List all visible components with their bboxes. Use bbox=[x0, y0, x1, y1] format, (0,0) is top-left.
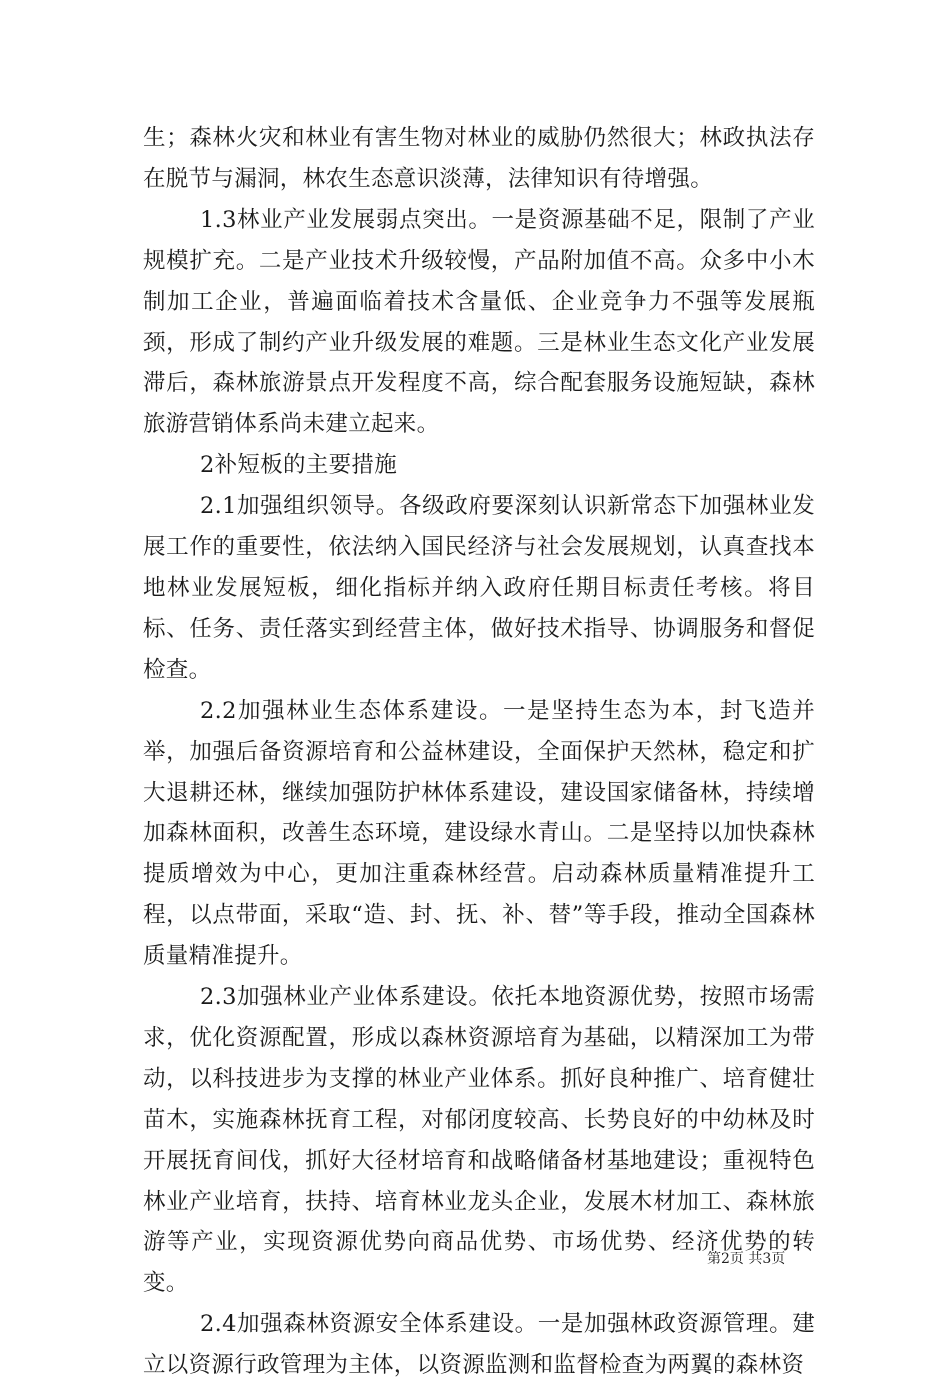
section-heading-2: 2补短板的主要措施 bbox=[200, 452, 398, 479]
paragraph-2-4: 2.4加强森林资源安全体系建设。一是加强林政资源管理。建立以资源行政管理为主体，以资源监测和监督检查为两翼的森林资 bbox=[143, 1311, 815, 1379]
page-number-footer: 第2页 共3页 bbox=[707, 1251, 786, 1267]
document-body bbox=[143, 118, 815, 1386]
paragraph-2-3: 2.3加强林业产业体系建设。依托本地资源优势，按照市场需求，优化资源配置，形成以森林资源培育为基础，以精深加工为带动，以科技进步为支撑的林业产业体系。抓好良种推广、培育健壮苗木，实施森林抚育工程，对郁闭度较高、长势良好的中幼林及时开展抚育间伐，抓好大径材培育和战略储备材基地建设；重视特色林业产业培育，扶持、培育林业龙头企业，发展木材加工、森林旅游等产业，实现资源优势向商品优势、市场优势、经济优势的转变。 bbox=[143, 984, 815, 1297]
paragraph-2-2: 2.2加强林业生态体系建设。一是坚持生态为本，封飞造并举，加强后备资源培育和公益林建设，全面保护天然林，稳定和扩大退耕还林，继续加强防护林体系建设，建设国家储备林，持续增加森林面积，改善生态环境，建设绿水青山。二是坚持以加快森林提质增效为中心，更加注重森林经营。启动森林质量精准提升工程，以点带面，采取“造、封、抚、补、替”等手段，推动全国森林质量精准提升。 bbox=[143, 697, 815, 970]
paragraph-2-1: 2.1加强组织领导。各级政府要深刻认识新常态下加强林业发展工作的重要性，依法纳入国民经济与社会发展规划，认真查找本地林业发展短板，细化指标并纳入政府任期目标责任考核。将目标、任务、责任落实到经营主体，做好技术指导、协调服务和督促检查。 bbox=[143, 493, 815, 683]
paragraph-continuation: 生；森林火灾和林业有害生物对林业的威胁仍然很大；林政执法存在脱节与漏洞，林农生态意识淡薄，法律知识有待增强。 bbox=[143, 125, 815, 192]
paragraph-1-3: 1.3林业产业发展弱点突出。一是资源基础不足，限制了产业规模扩充。二是产业技术升级较慢，产品附加值不高。众多中小木制加工企业，普遍面临着技术含量低、企业竞争力不强等发展瓶颈，形成了制约产业升级发展的难题。三是林业生态文化产业发展滞后，森林旅游景点开发程度不高，综合配套服务设施短缺，森林旅游营销体系尚未建立起来。 bbox=[143, 206, 815, 438]
